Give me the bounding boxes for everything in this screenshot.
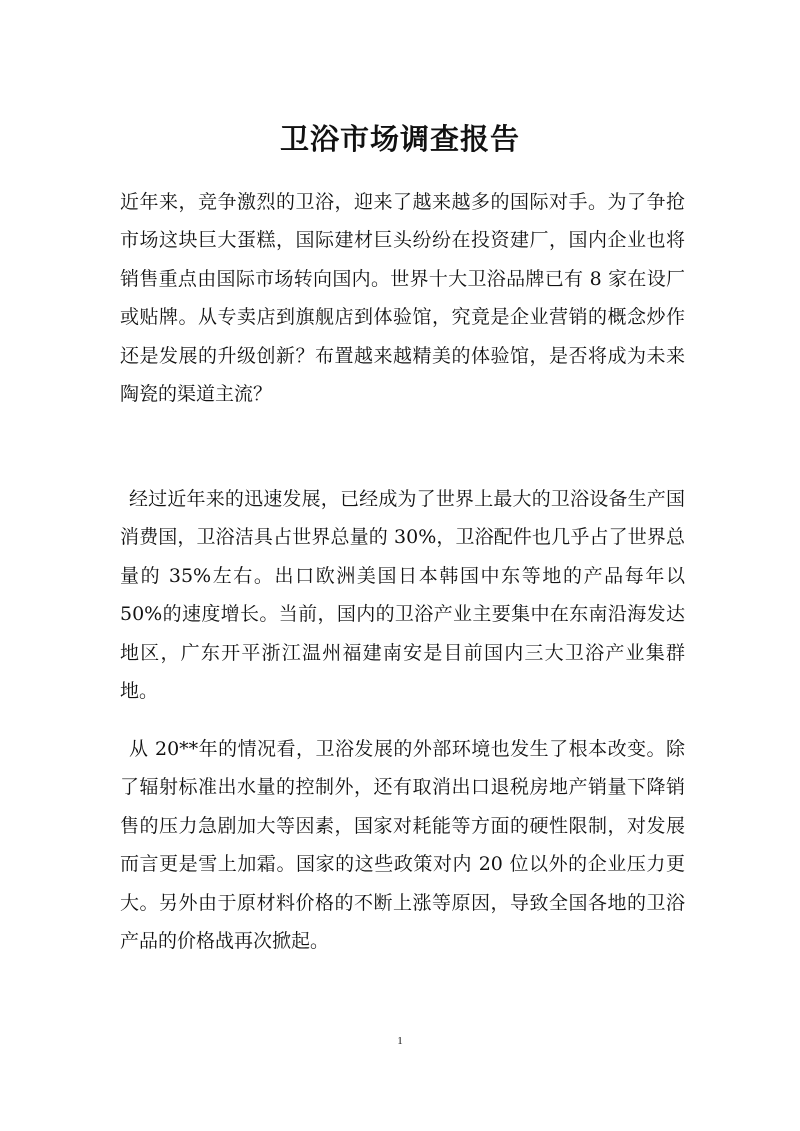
paragraph-2: 经过近年来的迅速发展，已经成为了世界上最大的卫浴设备生产国消费国，卫浴洁具占世界总量的 30%，卫浴配件也几乎占了世界总量的 35%左右。出口欧洲美国日本韩国中东等地的产品每年以 50%的速度增长。当前，国内的卫浴产业主要集中在东南沿海发达地区，广东开平浙江温州福建南安是目前国内三大卫浴产业集群地。: [120, 488, 685, 703]
page-number: 1: [397, 1035, 403, 1047]
paragraph-1: 近年来，竞争激烈的卫浴，迎来了越来越多的国际对手。为了争抢市场这块巨大蛋糕，国际建材巨头纷纷在投资建厂，国内企业也将销售重点由国际市场转向国内。世界十大卫浴品牌已有 8 家在设厂或贴牌。从专卖店到旗舰店到体验馆，究竟是企业营销的概念炒作还是发展的升级创新？布置越来越精美的体验馆，是否将成为未来陶瓷的渠道主流？: [120, 191, 685, 406]
paragraph-3: 从 20**年的情况看，卫浴发展的外部环境也发生了根本改变。除了辐射标准出水量的控制外，还有取消出口退税房地产销量下降销售的压力急剧加大等因素，国家对耗能等方面的硬性限制，对发展而言更是雪上加霜。国家的这些政策对内 20 位以外的企业压力更大。另外由于原材料价格的不断上涨等原因，导致全国各地的卫浴产品的价格战再次掀起。: [120, 738, 685, 953]
document-title: 卫浴市场调查报告: [279, 122, 520, 157]
